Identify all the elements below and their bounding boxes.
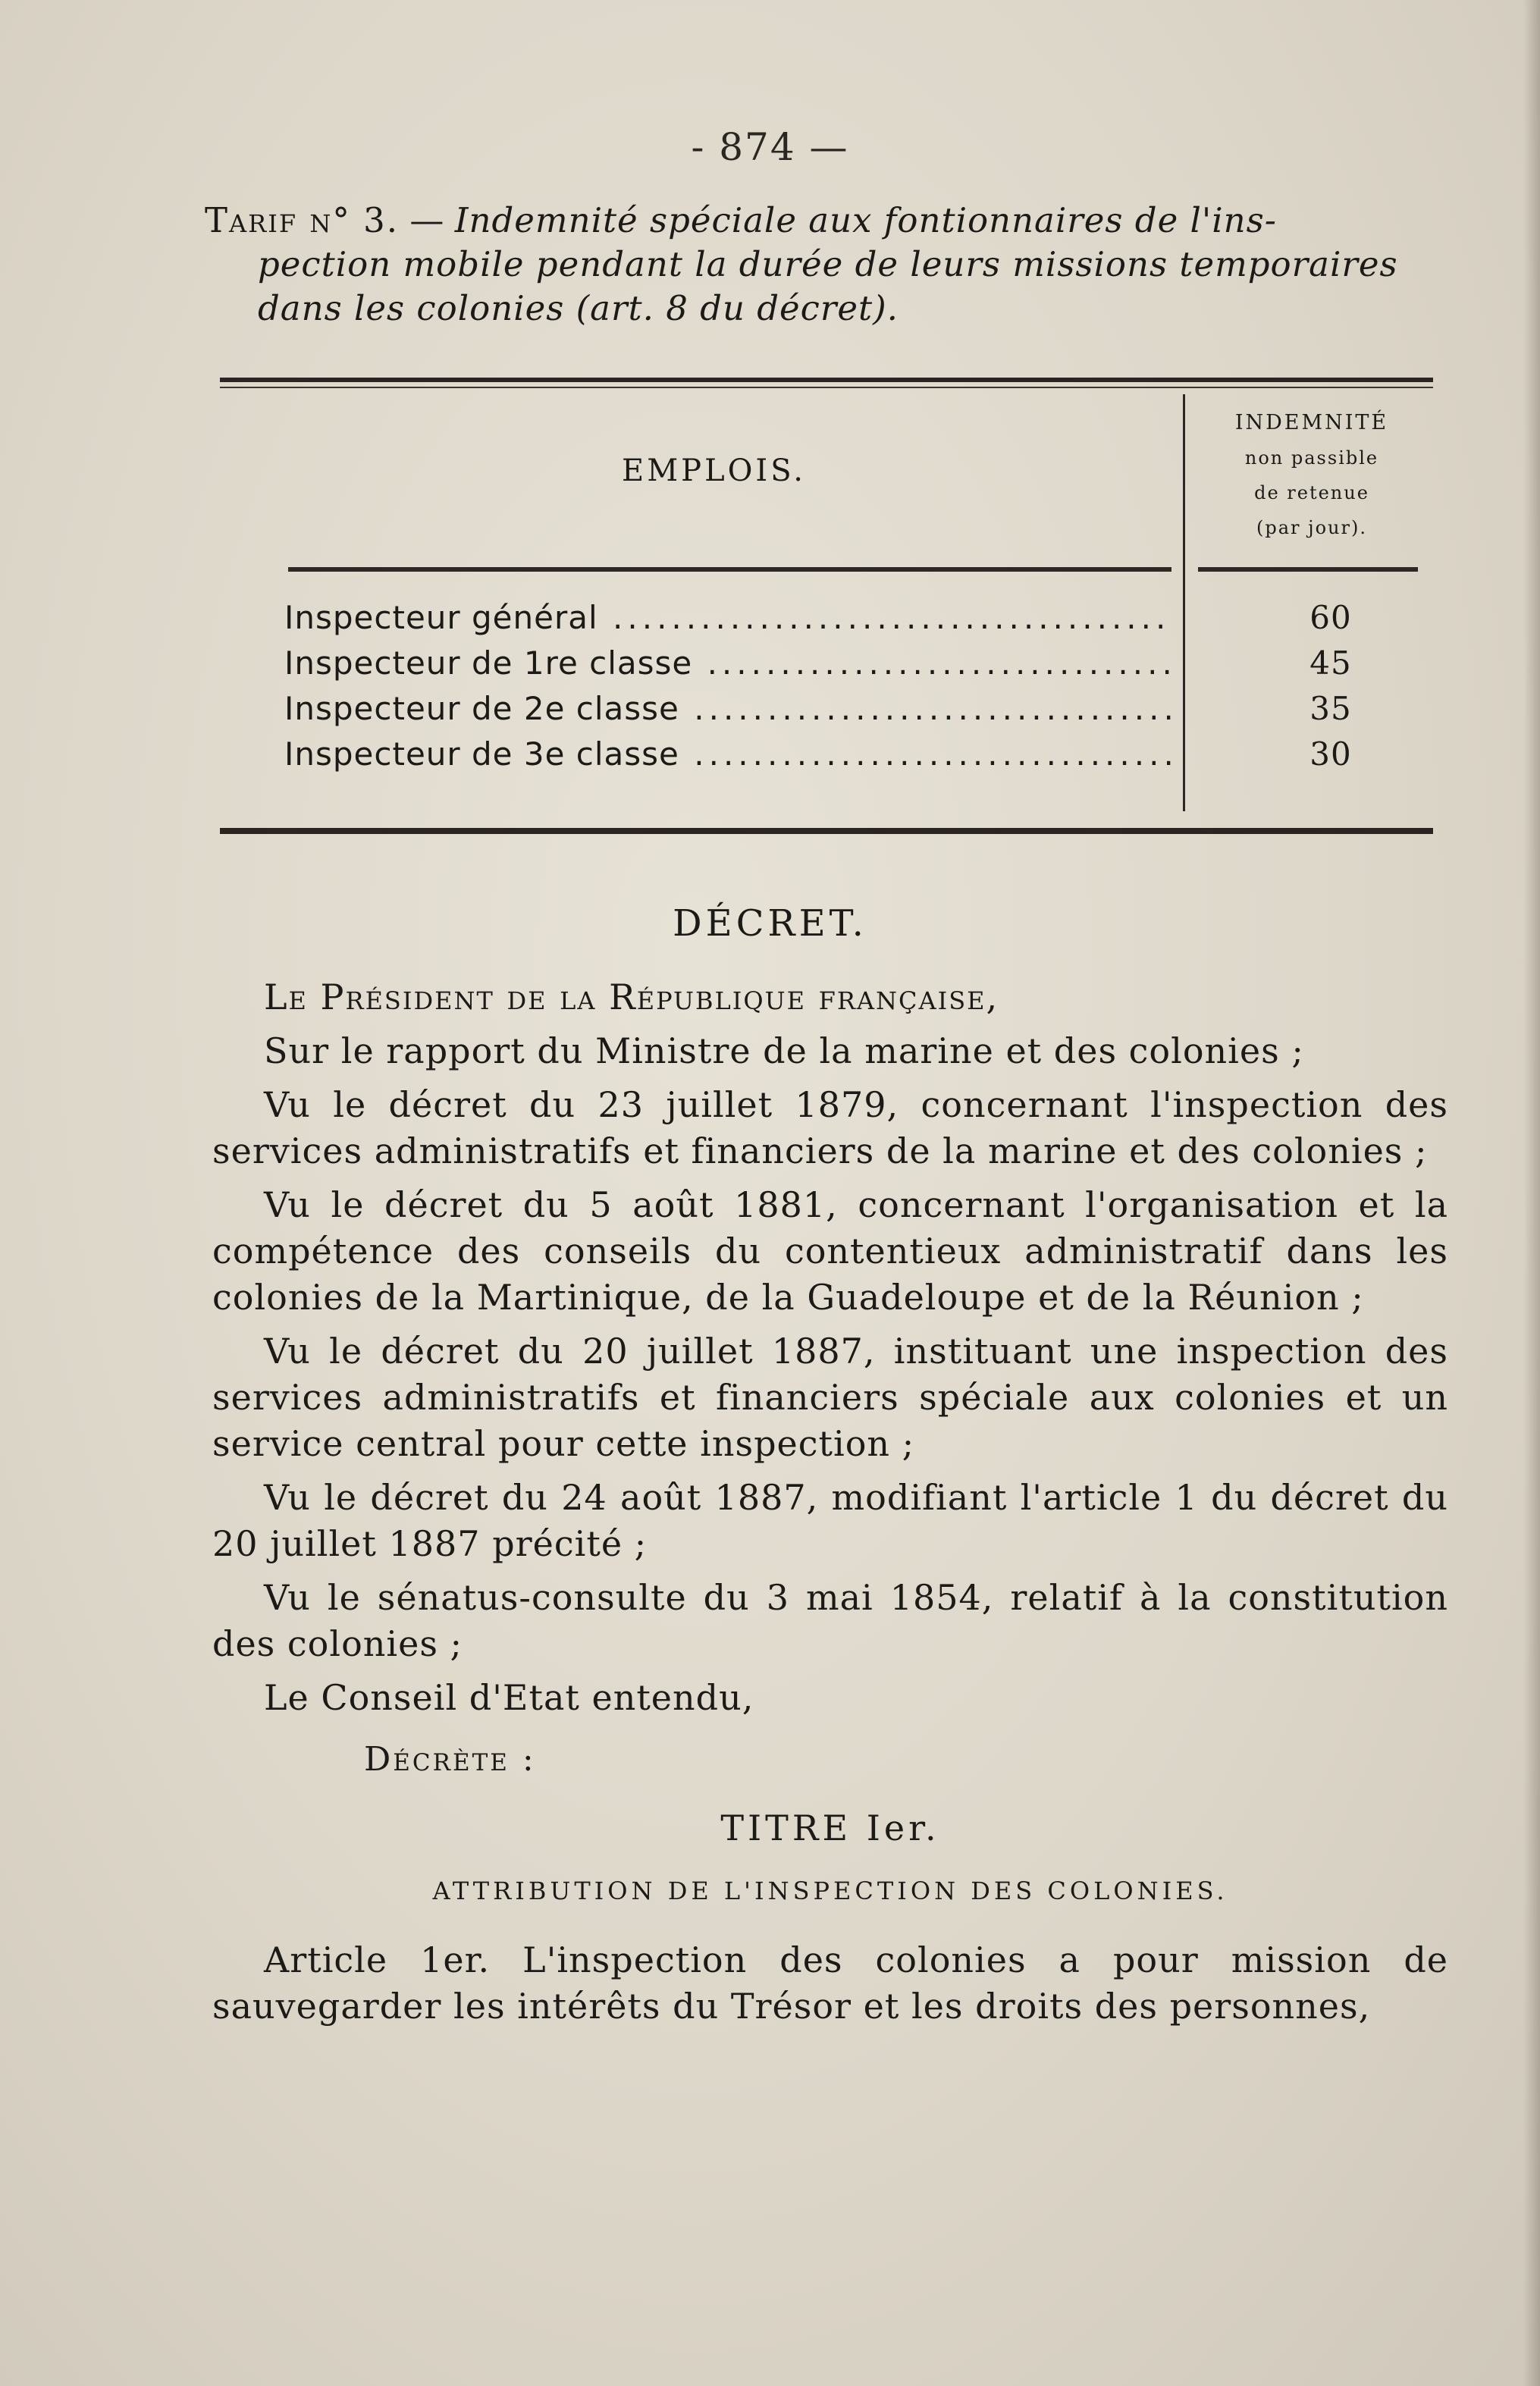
visa-paragraph: Vu le sénatus-consulte du 3 mai 1854, relatif à la constitution des colonies ; — [212, 1577, 1448, 1664]
decret-title: DÉCRET. — [673, 902, 867, 945]
header-rule-left — [288, 567, 1171, 572]
visa-paragraph: Vu le décret du 23 juillet 1879, concernant l'inspection des services administratifs et financiers de la marine et des colonies ; — [212, 1084, 1448, 1171]
indemnite-line2: non passible — [1244, 447, 1379, 469]
indemnite-line4: (par jour). — [1256, 517, 1367, 538]
tarif-prefix: Tarif n° 3. — [205, 200, 400, 240]
row-value: 35 — [1309, 690, 1352, 727]
table-top-rule-thin — [220, 387, 1433, 388]
attribution-heading: ATTRIBUTION DE L'INSPECTION DES COLONIES. — [432, 1877, 1228, 1905]
tarif-title-line2: pection mobile pendant la durée de leurs missions temporaires — [258, 244, 1398, 284]
tarif-dash: — — [399, 200, 455, 240]
table-top-rule — [220, 378, 1433, 382]
decret-body — [212, 974, 1448, 2037]
row-label: Inspecteur général ..... — [284, 599, 1171, 636]
row-label: Inspecteur de 3e classe ..... — [284, 735, 1171, 773]
column-header-emplois: EMPLOIS. — [622, 453, 806, 488]
page-number: - 874 — — [691, 125, 849, 169]
indemnite-line3: de retenue — [1254, 482, 1369, 503]
article-1: Article 1er. L'inspection des colonies a pour mission de sauvegarder les intérêts du Trésor et les droits des personnes, — [212, 1939, 1448, 2027]
row-value: 45 — [1309, 644, 1352, 682]
visa-paragraph: Vu le décret du 20 juillet 1887, instituant une inspection des services administratifs et financiers spéciale aux colonies et un service central pour cette inspection ; — [212, 1331, 1448, 1464]
visa-paragraph: Sur le rapport du Ministre de la marine et des colonies ; — [264, 1030, 1304, 1071]
row-label: Inspecteur de 2e classe ..... — [284, 690, 1171, 727]
visa-paragraph: Le Conseil d'Etat entendu, — [264, 1677, 754, 1718]
column-header-indemnite — [1198, 406, 1426, 545]
visa-paragraph: Vu le décret du 24 août 1887, modifiant l'article 1 du décret du 20 juillet 1887 précité ; — [212, 1477, 1448, 1564]
indemnite-line1: INDEMNITÉ — [1234, 411, 1389, 434]
visa-paragraph: Vu le décret du 5 août 1881, concernant l'organisation et la compétence des conseils du contentieux administratif dans les colonies de la Martinique, de la Guadeloupe et de la Réunion ; — [212, 1184, 1448, 1318]
row-value: 60 — [1309, 599, 1352, 636]
tarif-title-line1: Indemnité spéciale aux fontionnaires de l'ins- — [454, 200, 1277, 240]
table-column-divider — [1183, 394, 1185, 811]
table-bottom-rule — [220, 828, 1433, 834]
header-rule-right — [1198, 567, 1418, 572]
row-value: 30 — [1309, 735, 1352, 773]
tarif-title-line3: dans les colonies (art. 8 du décret). — [258, 288, 899, 328]
tarif-heading — [205, 199, 1448, 331]
row-label: Inspecteur de 1re classe ..... — [284, 644, 1171, 682]
titre-heading: TITRE Ier. — [720, 1808, 940, 1848]
president-line: Le Président de la République française, — [264, 977, 999, 1017]
decrete-line: Décrète : — [364, 1740, 536, 1779]
page-edge-shadow — [1523, 0, 1540, 2386]
